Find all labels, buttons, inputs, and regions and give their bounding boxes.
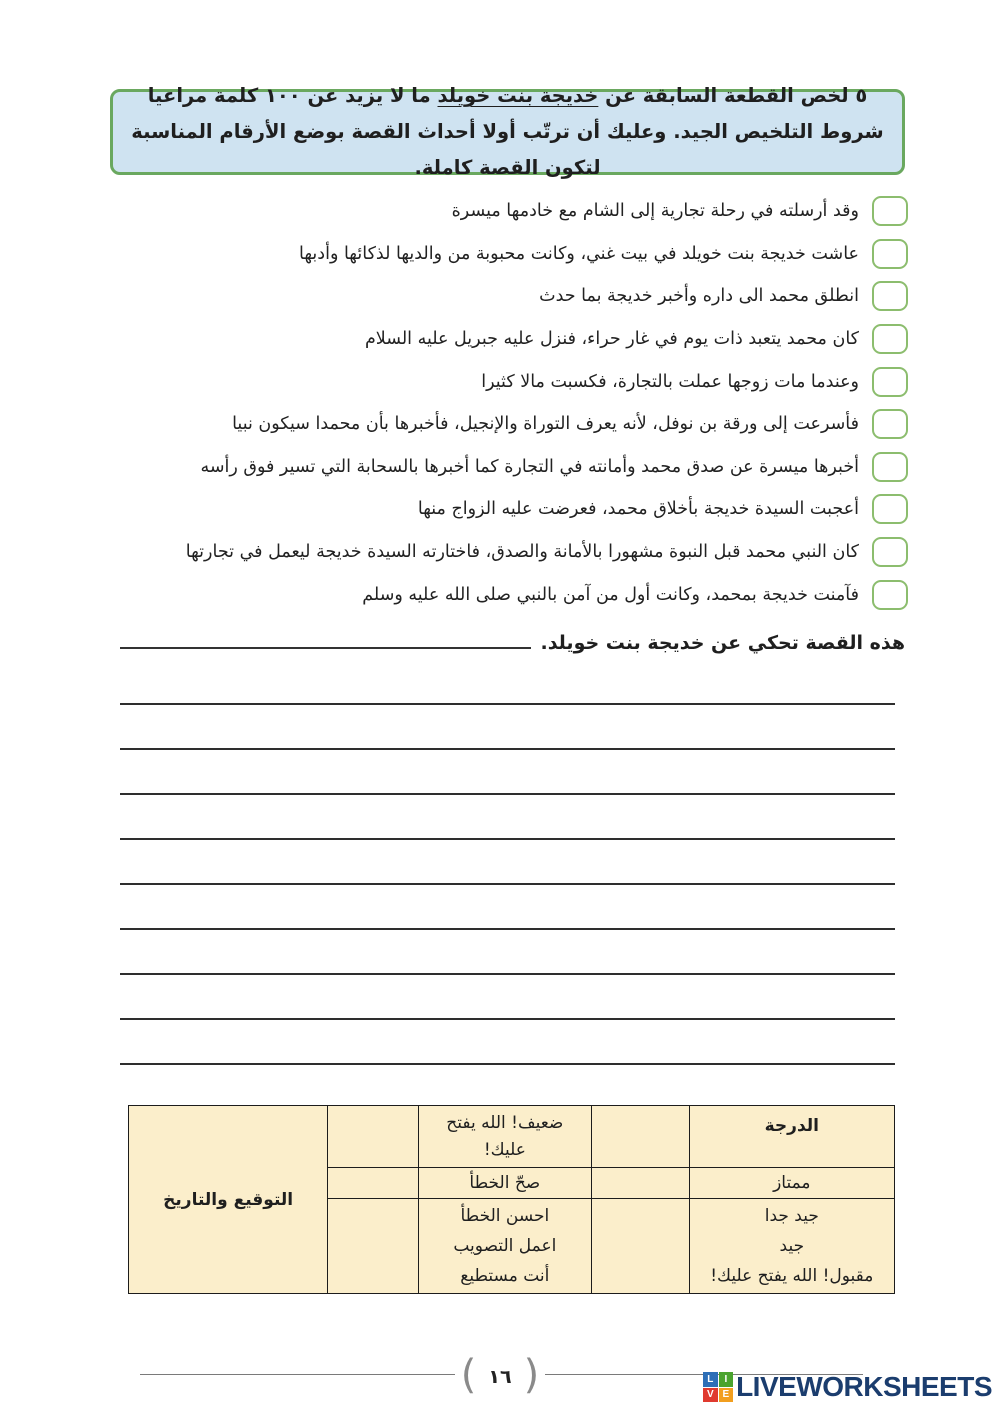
summary-first-answer-line[interactable] bbox=[120, 647, 531, 649]
signature-date-cell[interactable]: التوقيع والتاريخ bbox=[129, 1106, 328, 1294]
logo-letter-i: I bbox=[719, 1372, 734, 1387]
event-row bbox=[108, 488, 908, 531]
order-number-checkbox[interactable] bbox=[872, 452, 908, 482]
logo-letter-l: L bbox=[703, 1372, 718, 1387]
grade-cell-excellent: ممتاز bbox=[689, 1168, 894, 1199]
event-row bbox=[108, 190, 908, 233]
writing-line[interactable] bbox=[120, 930, 895, 975]
event-text: وعندما مات زوجها عملت بالتجارة، فكسبت مالا كثيرا bbox=[481, 371, 859, 392]
footer-rule-left bbox=[140, 1374, 455, 1375]
event-row bbox=[108, 531, 908, 574]
order-number-checkbox[interactable] bbox=[872, 537, 908, 567]
instruction-text bbox=[129, 78, 886, 186]
summary-prompt-row bbox=[120, 632, 905, 654]
criteria-check-cell[interactable] bbox=[328, 1106, 418, 1168]
order-number-checkbox[interactable] bbox=[872, 281, 908, 311]
summary-prompt-text: هذه القصة تحكي عن خديجة بنت خويلد. bbox=[540, 632, 905, 654]
event-row bbox=[108, 318, 908, 361]
event-text: فآمنت خديجة بمحمد، وكانت أول من آمن بالنبي صلى الله عليه وسلم bbox=[362, 584, 859, 605]
writing-line[interactable] bbox=[120, 795, 895, 840]
grade-good: جيد bbox=[779, 1236, 805, 1257]
left-bracket-icon: ( bbox=[460, 1352, 477, 1398]
event-text: أخبرها ميسرة عن صدق محمد وأمانته في التجارة كما أخبرها بالسحابة التي تسير فوق رأسه bbox=[200, 456, 859, 477]
right-bracket-icon: ) bbox=[523, 1352, 540, 1398]
event-text: عاشت خديجة بنت خويلد في بيت غني، وكانت محبوبة من والديها لذكائها وأدبها bbox=[299, 243, 859, 264]
event-text: وقد أرسلته في رحلة تجارية إلى الشام مع خادمها ميسرة bbox=[451, 201, 859, 222]
instruction-box bbox=[110, 84, 905, 179]
grade-column-header: الدرجة bbox=[689, 1106, 894, 1168]
order-number-checkbox[interactable] bbox=[872, 367, 908, 397]
order-number-checkbox[interactable] bbox=[872, 580, 908, 610]
order-number-checkbox[interactable] bbox=[872, 324, 908, 354]
order-number-checkbox[interactable] bbox=[872, 196, 908, 226]
criteria-you-can: أنت مستطيع bbox=[460, 1266, 550, 1287]
writing-line[interactable] bbox=[120, 705, 895, 750]
event-text: فأسرعت إلى ورقة بن نوفل، لأنه يعرف التوراة والإنجيل، فأخبرها بأن محمدا سيكون نبيا bbox=[232, 414, 859, 435]
criteria-check-cell[interactable] bbox=[328, 1168, 418, 1199]
logo-letter-e: E bbox=[719, 1388, 734, 1403]
liveworksheets-logo-icon bbox=[703, 1372, 733, 1402]
page-number-badge bbox=[448, 1350, 552, 1400]
writing-line[interactable] bbox=[120, 975, 895, 1020]
event-row bbox=[108, 233, 908, 276]
grade-check-cell[interactable] bbox=[592, 1168, 689, 1199]
grading-table bbox=[128, 1105, 895, 1292]
brand-name: LIVEWORKSHEETS bbox=[736, 1371, 992, 1402]
liveworksheets-logo bbox=[703, 1371, 992, 1403]
writing-lines bbox=[120, 660, 895, 1065]
criteria-cell-weak: ضعيف! الله يفتح عليك! bbox=[418, 1106, 592, 1168]
criteria-check-cell[interactable] bbox=[328, 1199, 418, 1294]
writing-line[interactable] bbox=[120, 750, 895, 795]
writing-line[interactable] bbox=[120, 1020, 895, 1065]
writing-line[interactable] bbox=[120, 840, 895, 885]
grade-cell-list bbox=[689, 1199, 894, 1294]
writing-line[interactable] bbox=[120, 660, 895, 705]
event-row bbox=[108, 403, 908, 446]
event-row bbox=[108, 446, 908, 489]
event-row bbox=[108, 573, 908, 616]
event-text: كان النبي محمد قبل النبوة مشهورا بالأمانة والصدق، فاختارته السيدة خديجة ليعمل في تجارتها bbox=[185, 542, 859, 563]
event-row bbox=[108, 275, 908, 318]
event-text: انطلق محمد الى داره وأخبر خديجة بما حدث bbox=[539, 286, 859, 307]
grade-very-good: جيد جدا bbox=[764, 1206, 819, 1227]
events-list bbox=[108, 190, 908, 616]
instruction-part-before: ٥ لخص القطعة السابقة عن bbox=[598, 84, 868, 107]
instruction-part-after: ما لا يزيد عن ١٠٠ كلمة مراعيا شروط التلخيص الجيد. وعليك أن ترتّب أولا أحداث القصة بوضع الأرقام المناسبة لتكون القصة كاملة. bbox=[131, 84, 884, 179]
logo-letter-v: V bbox=[703, 1388, 718, 1403]
instruction-underlined-name: خديجة بنت خويلد bbox=[437, 84, 599, 107]
order-number-checkbox[interactable] bbox=[872, 239, 908, 269]
grade-acceptable: مقبول! الله يفتح عليك! bbox=[710, 1266, 874, 1287]
event-row bbox=[108, 360, 908, 403]
order-number-checkbox[interactable] bbox=[872, 494, 908, 524]
criteria-do-correction: اعمل التصويب bbox=[453, 1236, 557, 1257]
criteria-cell-correct-error: صحّ الخطأ bbox=[418, 1168, 592, 1199]
event-text: كان محمد يتعبد ذات يوم في غار حراء، فنزل عليه جبريل عليه السلام bbox=[364, 329, 859, 350]
order-number-checkbox[interactable] bbox=[872, 409, 908, 439]
page-number: ١٦ bbox=[488, 1366, 512, 1388]
criteria-cell-list bbox=[418, 1199, 592, 1294]
criteria-improve-error: احسن الخطأ bbox=[460, 1206, 550, 1227]
grade-check-cell[interactable] bbox=[592, 1199, 689, 1294]
writing-line[interactable] bbox=[120, 885, 895, 930]
event-text: أعجبت السيدة خديجة بأخلاق محمد، فعرضت عليه الزواج منها bbox=[417, 499, 859, 520]
grade-check-cell[interactable] bbox=[592, 1106, 689, 1168]
